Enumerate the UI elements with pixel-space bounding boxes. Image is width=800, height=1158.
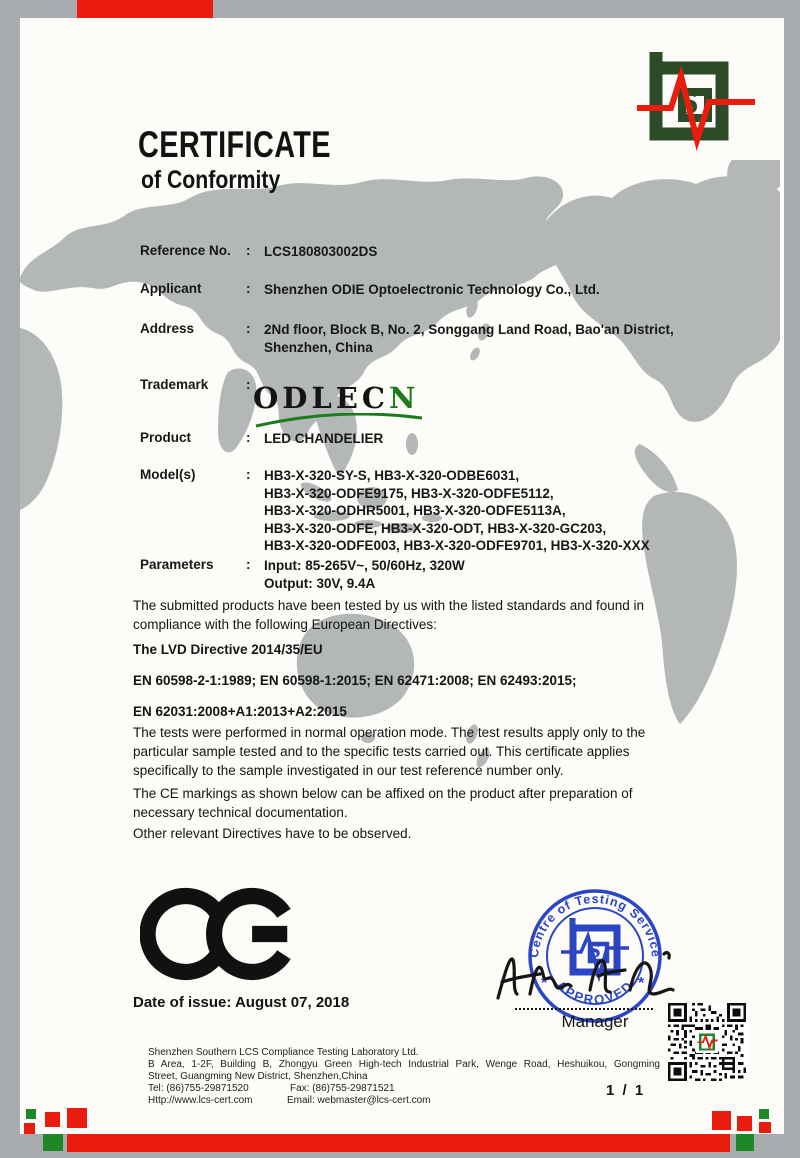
bottom-right-green-square-large	[736, 1134, 754, 1151]
reference-label: Reference No.	[140, 243, 231, 258]
parameters-value	[264, 557, 694, 592]
trademark-logo-text: ODLEC	[253, 381, 389, 415]
standards-line-1: EN 60598-2-1:1989; EN 60598-1:2015; EN 62471:2008; EN 62493:2015;	[133, 673, 577, 688]
parameters-label: Parameters	[140, 557, 214, 572]
colon: :	[246, 467, 251, 482]
parameters-output: Output: 30V, 9.4A	[264, 575, 376, 591]
bottom-right-red-square-mid	[737, 1116, 752, 1131]
colon: :	[246, 430, 251, 445]
bottom-left-green-square-small	[26, 1109, 36, 1119]
address-value	[264, 321, 694, 356]
top-red-bar	[77, 0, 213, 18]
bottom-red-bar	[67, 1134, 730, 1152]
bottom-right-red-square-small	[759, 1122, 771, 1133]
bottom-left-red-square-small	[24, 1123, 35, 1134]
signer-title: Manager	[561, 1012, 629, 1031]
ce-note: The CE markings as shown below can be affixed on the product after preparation of necessary technical documentation.	[133, 786, 633, 820]
bottom-right-red-square-large	[712, 1111, 731, 1130]
parameters-input: Input: 85-265V~, 50/60Hz, 320W	[264, 558, 465, 573]
bottom-left-green-square-large	[43, 1134, 63, 1151]
footer-address-line-2: Street, Guangming New District, Shenzhen,China	[148, 1071, 368, 1082]
colon: :	[246, 281, 251, 296]
colon: :	[246, 321, 251, 336]
bottom-right-green-square-small	[759, 1109, 769, 1119]
stamp-bottom-text: APPROVED	[553, 977, 637, 1008]
address-line-2: Shenzhen, China	[264, 339, 373, 355]
colon: :	[246, 377, 251, 392]
footer-tel: Tel: (86)755-29871520	[148, 1083, 249, 1094]
standards-line-2: EN 62031:2008+A1:2013+A2:2015	[133, 704, 347, 719]
trademark-swoosh	[253, 413, 425, 429]
other-directives-note: Other relevant Directives have to be observed.	[133, 826, 412, 841]
footer-website: Http://www.lcs-cert.com	[148, 1095, 253, 1106]
page-number: 1 / 1	[606, 1082, 646, 1099]
intro-paragraph: The submitted products have been tested by us with the listed standards and found in compliance with the following European Directives:	[133, 598, 645, 632]
bottom-left-red-square-large	[67, 1108, 87, 1128]
footer-company: Shenzhen Southern LCS Compliance Testing Laboratory Ltd.	[148, 1047, 419, 1058]
lvd-directive: The LVD Directive 2014/35/EU	[133, 642, 323, 657]
footer-address-line-1: B Area, 1-2F, Building B, Zhongyu Green High-tech Industrial Park, Wenge Road, Heshuikou, Gongming	[148, 1059, 660, 1070]
stamp-asterisk-right: *	[638, 975, 645, 992]
model-line: HB3-X-320-ODFE, HB3-X-320-ODT, HB3-X-320-GC203,	[264, 520, 607, 536]
ce-mark	[140, 884, 292, 989]
bottom-left-red-square-mid	[45, 1112, 60, 1127]
model-line: HB3-X-320-SY-S, HB3-X-320-ODBE6031,	[264, 468, 520, 483]
tests-note: The tests were performed in normal operation mode. The test results apply only to the particular sample tested and to the specific tests carried out. This certificate applies specifically to the sample investigated in our test reference number only.	[133, 725, 646, 778]
signature-dotted-line	[515, 996, 653, 1010]
colon: :	[246, 557, 251, 572]
models-value	[264, 467, 694, 555]
colon: :	[246, 243, 251, 258]
models-label: Model(s)	[140, 467, 196, 482]
page-subtitle: of Conformity	[141, 166, 281, 194]
model-line: HB3-X-320-ODHR5001, HB3-X-320-ODFE5113A,	[264, 503, 566, 518]
address-label: Address	[140, 321, 195, 336]
trademark-label: Trademark	[140, 377, 209, 392]
stamp-top-text: Centre of Testing Service	[526, 891, 664, 959]
lcs-logo	[635, 50, 757, 152]
model-line: HB3-X-320-ODFE9175, HB3-X-320-ODFE5112,	[264, 485, 554, 501]
footer-fax: Fax: (86)755-29871521	[290, 1083, 395, 1094]
address-line-1: 2Nd floor, Block B, No. 2, Songgang Land Road, Bao'an District,	[264, 322, 674, 337]
page-title: CERTIFICATE	[138, 124, 331, 165]
reference-value: LCS180803002DS	[264, 244, 378, 259]
applicant-label: Applicant	[140, 281, 202, 296]
date-of-issue: Date of issue: August 07, 2018	[133, 994, 350, 1011]
product-label: Product	[140, 430, 192, 445]
lcs-logo-letter: S	[677, 86, 699, 121]
footer-email: Email: webmaster@lcs-cert.com	[287, 1095, 431, 1106]
qr-code	[668, 1003, 746, 1086]
product-value: LED CHANDELIER	[264, 431, 384, 446]
trademark-logo-text-green: N	[389, 381, 420, 415]
trademark-logo	[253, 381, 425, 429]
svg-text:S: S	[587, 940, 601, 962]
model-line: HB3-X-320-ODFE003, HB3-X-320-ODFE9701, HB3-X-320-XXX	[264, 538, 650, 553]
stamp-asterisk-left: *	[541, 975, 548, 992]
applicant-value: Shenzhen ODIE Optoelectronic Technology Co., Ltd.	[264, 282, 600, 297]
